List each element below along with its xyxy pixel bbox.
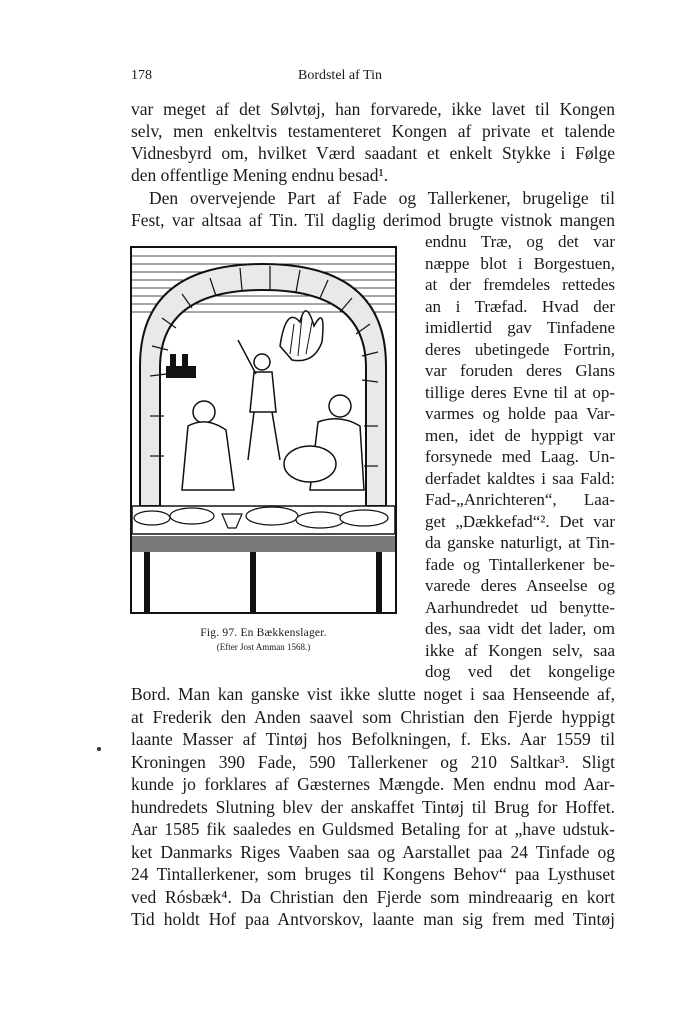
column-line: endnu Træ, og det var	[425, 232, 615, 251]
text-line: at Frederik den Anden saavel som Christian den Fjerde hyppigt	[131, 706, 615, 727]
column-line: ikke af Kongen selv, saa	[425, 640, 615, 660]
column-line: derfadet kaldtes i saa Fald:	[425, 468, 615, 488]
figure-caption: Fig. 97. En Bækkenslager.	[200, 627, 327, 639]
column-line: da ganske naturligt, at Tin-	[425, 533, 615, 552]
column-line: Aarhundredet ud benytte-	[425, 597, 615, 617]
column-line: tillige deres Evne til at op-	[425, 382, 615, 402]
column-line: an i Træfad. Hvad der	[425, 296, 615, 316]
column-line: at der fremdeles rettedes	[425, 275, 615, 294]
text-line: laante Masser af Tintøj hos Befolkningen, f. Eks. Aar 1559 til	[131, 729, 615, 749]
column-line: næppe blot i Borgestuen,	[425, 253, 615, 273]
text-line: kunde jo forklares af Gæsternes Mængde. Men endnu mod Aar-	[131, 774, 615, 794]
text-line: hundredets Slutning blev der anskaffet Tintøj til Brug for Hoffet.	[131, 796, 615, 817]
text-line: 24 Tintallerkener, som bruges til Kongens Behov“ paa Lysthuset	[131, 864, 615, 884]
page-number: 178	[131, 68, 152, 83]
figure-credit: (Efter Jost Amman 1568.)	[216, 642, 311, 652]
column-line: deres ubetingede Fortrin,	[425, 339, 615, 359]
text-line: Aar 1585 fik saaledes en Guldsmed Betaling for at „have udstuk-	[131, 819, 615, 839]
text-line: selv, men enkeltvis testamenteret Kongen af private et talende	[131, 121, 615, 141]
column-line: imidlertid gav Tinfadene	[425, 318, 615, 337]
text-line: Fest, var altsaa af Tin. Til daglig derimod brugte vistnok mangen	[131, 210, 615, 230]
running-title: Bordstel af Tin	[297, 68, 382, 83]
column-line: get „Dækkefad“². Det var	[425, 511, 615, 531]
column-line: var foruden deres Glans	[425, 361, 615, 380]
woodcut-illustration	[130, 246, 397, 614]
text-line: Bord. Man kan ganske vist ikke slutte noget i saa Henseende af,	[131, 684, 615, 704]
column-line: forsynede med Laag. Un-	[425, 447, 615, 466]
text-line: ved Rósbæk⁴. Da Christian den Fjerde som mindreaarig en kort	[131, 886, 615, 907]
column-line: Fad-„Anrichteren“, Laa-	[425, 490, 615, 509]
text-line: den offentlige Mening endnu besad¹.	[131, 165, 389, 185]
text-line: Vidnesbyrd om, hvilket Værd saadant et enkelt Stykke i Følge	[131, 143, 615, 163]
text-line: Tid holdt Hof paa Antvorskov, laante man sig frem med Tintøj	[131, 909, 615, 929]
column-line: des, saa vidt det lader, om	[425, 619, 615, 638]
text-line: Den overvejende Part af Fade og Tallerkener, brugelige til	[149, 188, 615, 208]
column-line: varmes og holde paa Var-	[425, 404, 615, 423]
column-line: dog ved det kongelige	[425, 662, 615, 681]
column-line: men, idet de hyppigt var	[425, 425, 615, 445]
margin-dot	[97, 747, 101, 751]
text-line: Kroningen 390 Fade, 590 Tallerkener og 210 Saltkar³. Sligt	[131, 751, 615, 772]
text-line: ket Danmarks Riges Vaaben saa og Aarstallet paa 24 Tinfade og	[131, 841, 615, 862]
column-line: varede deres Anseelse og	[425, 576, 615, 595]
text-line: var meget af det Sølvtøj, han forvarede, ikke lavet til Kongen	[131, 99, 615, 119]
column-line: fade og Tintallerkener be-	[425, 554, 615, 574]
